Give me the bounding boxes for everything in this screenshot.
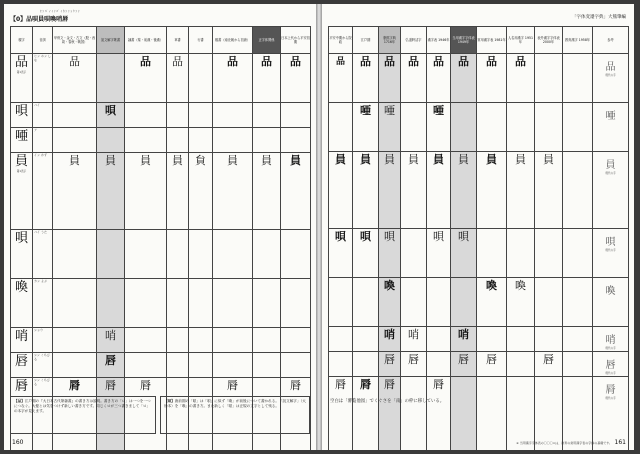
header-cell: 甲骨文・金文・古文（殷・西周・春秋・戦国） <box>53 27 97 54</box>
glyph-cell: 品 <box>486 55 497 68</box>
table-row <box>329 152 629 229</box>
glyph-cell: 品 <box>261 55 272 68</box>
glyph-cell: 喚 <box>515 279 526 292</box>
glyph-cell: 品 <box>515 55 526 68</box>
glyph-cell: 唄 <box>105 104 116 117</box>
header-cell: 人名用漢字 1951年 <box>507 27 535 54</box>
table-row <box>11 103 311 128</box>
header-cell: 音訓 <box>33 27 53 54</box>
glyph-cell: 品 <box>335 57 345 67</box>
glyph-cell: 員 <box>433 153 444 166</box>
headword: 唄 <box>14 231 28 246</box>
reading: ヒン ホン しな <box>34 54 51 62</box>
glyph-cell: 員 <box>458 153 469 166</box>
glyph-cell: 哨 <box>458 328 469 341</box>
glyph-cell: 員 <box>140 154 151 167</box>
glyph-cell: 品 <box>384 55 395 68</box>
reference-note: 現代の字 <box>605 397 616 400</box>
headword: 脣 <box>14 379 28 394</box>
reference-note: 現代の字 <box>605 249 616 252</box>
glyph-cell: 品 <box>290 55 301 68</box>
glyph-cell: 員 <box>360 153 371 166</box>
glyph-cell: 脣 <box>433 378 444 391</box>
glyph-cell: 唇 <box>384 353 395 366</box>
glyph-cell: 品 <box>458 55 469 68</box>
glyph-cell: 哨 <box>384 328 395 341</box>
glyph-cell: 唄 <box>458 230 469 243</box>
header-cell: 参考 <box>593 27 629 54</box>
table-row <box>11 353 311 378</box>
section-heading <box>10 9 81 23</box>
reading: カン よぶ <box>34 279 47 283</box>
left-note-1 <box>10 396 156 434</box>
header-cell: 常用漢字表 1981年 <box>477 27 507 54</box>
glyph-cell <box>97 54 124 56</box>
reference-note: 現代の字 <box>605 172 616 175</box>
running-head: 「字体変遷字典」大熊肇編 <box>572 15 626 20</box>
glyph-cell: 員 <box>515 153 526 166</box>
header-cell: 楷書（南北朝から初唐） <box>213 27 253 54</box>
glyph-cell: 唄 <box>384 230 395 243</box>
header-cell: 正字体関係 <box>253 27 281 54</box>
note-label: 【唄】 <box>164 399 175 403</box>
note-text: 唐前期の「唄」は「唄」に似ず「喚」が前後について書かれる。「説文解字」（大徐本）を「喚」の書き方。また新しく「唄」は正規の文字として残る。 <box>164 399 306 408</box>
glyph-cell: 唄 <box>360 230 371 243</box>
header-cell: 平安中期から院政 <box>329 27 353 54</box>
glyph-cell: 員 <box>335 153 346 166</box>
headword: 員 <box>14 154 28 169</box>
glyph-cell: 品 <box>172 55 183 68</box>
headword-code: 第1表示 <box>16 71 27 74</box>
glyph-cell: 唇 <box>105 354 116 367</box>
reference-char: 喚 <box>605 286 616 297</box>
table-row <box>329 377 629 451</box>
glyph-cell: 員 <box>261 154 272 167</box>
reference-char: 員 <box>605 160 616 171</box>
glyph-cell: 員 <box>290 154 301 167</box>
left-glyph-table <box>10 26 311 450</box>
reference-note: 現代の字 <box>605 74 616 77</box>
headword: 唄 <box>14 104 28 119</box>
glyph-cell: 脣 <box>227 379 238 392</box>
reading: ア <box>34 128 38 132</box>
table-row <box>11 230 311 279</box>
reference-char: 唇 <box>605 360 616 371</box>
headword: 唖 <box>14 129 28 144</box>
table-row <box>11 279 311 328</box>
table-row <box>11 128 311 153</box>
reading: バイ うた <box>34 230 47 234</box>
reading: イン かず <box>34 153 47 157</box>
glyph-cell: 唄 <box>335 230 346 243</box>
right-page <box>322 4 634 450</box>
note-label: 【品】 <box>14 399 25 403</box>
table-row <box>329 54 629 103</box>
headword: 喚 <box>14 280 28 295</box>
right-header-row <box>329 27 629 54</box>
reading: バイ <box>34 103 41 107</box>
table-row <box>329 352 629 377</box>
table-row <box>329 103 629 152</box>
glyph-cell: 唇 <box>543 353 554 366</box>
table-row <box>11 54 311 103</box>
header-cell: 親字 <box>11 27 33 54</box>
reference-char: 唄 <box>605 237 616 248</box>
glyph-cell: 脣 <box>384 378 395 391</box>
glyph-cell: 哨 <box>105 329 116 342</box>
glyph-cell: 哨 <box>408 328 419 341</box>
reference-char: 脣 <box>605 385 616 396</box>
table-row <box>329 229 629 278</box>
page-number: 161 <box>614 439 626 446</box>
glyph-cell: 脣 <box>290 379 301 392</box>
reference-char: 唖 <box>605 111 616 122</box>
header-cell: 教育漢字 1958年 <box>563 27 593 54</box>
glyph-cell: 唇 <box>458 353 469 366</box>
glyph-cell: 貟 <box>195 154 206 167</box>
left-header-row <box>11 27 311 54</box>
glyph-cell: 脣 <box>360 378 371 391</box>
header-cell: 表外漢字字体表 2000年 <box>535 27 563 54</box>
header-cell: 日本上代から平安初期 <box>281 27 311 54</box>
glyph-cell: 唖 <box>384 104 395 117</box>
headword: 哨 <box>14 329 28 344</box>
glyph-cell: 喚 <box>486 279 497 292</box>
header-cell: 康熙字典 1716年 <box>379 27 401 54</box>
left-page <box>4 4 316 450</box>
glyph-cell: 員 <box>172 154 183 167</box>
glyph-cell: 品 <box>408 55 419 68</box>
right-note: 空白は「審覧他図」でくぐさを「南」の枠に移している。 <box>330 399 445 404</box>
left-note-2 <box>160 396 310 434</box>
glyph-cell: 唖 <box>360 104 371 117</box>
header-cell: 弘道軒活字 <box>401 27 427 54</box>
reference-char: 品 <box>605 62 616 73</box>
note-text: 江戸期の『大日本古代篆隷書』の書き方は説明。書き方の「ロ」は一つを一つにつなぐ。大便とは気をつけず新しい書き方です。同じくロが三つ書きまして「ロ」の本字が見えます。 <box>14 399 151 413</box>
glyph-cell: 脣 <box>335 378 346 391</box>
glyph-cell: 員 <box>105 154 116 167</box>
right-glyph-table <box>328 26 629 450</box>
glyph-cell: 品 <box>69 55 80 68</box>
reading: シン くちびる <box>34 353 50 361</box>
section-ruby: ﾋﾝﾊﾞｲｲﾝﾊﾞｲｶﾝｼｮｳｼﾝ <box>40 9 81 13</box>
headword: 品 <box>14 55 28 70</box>
reference-char: 哨 <box>605 335 616 346</box>
glyph-cell: 脣 <box>69 379 80 392</box>
page-number: 160 <box>12 439 24 446</box>
footnote: ※ 当用漢字字体表の〇〇〇×は、教育の常用漢字表の字体の基礎です。 <box>516 441 612 445</box>
headword-code: 第1表示 <box>16 170 27 173</box>
header-cell: 江戸期 <box>353 27 379 54</box>
glyph-cell <box>189 54 212 56</box>
glyph-cell: 脣 <box>105 379 116 392</box>
table-row <box>329 278 629 327</box>
table-row <box>329 327 629 352</box>
glyph-cell: 唇 <box>486 353 497 366</box>
header-cell: 漢字表 1946年 <box>427 27 451 54</box>
reading: ショウ <box>34 328 43 332</box>
glyph-cell: 唖 <box>433 104 444 117</box>
header-cell: 行書 <box>189 27 213 54</box>
glyph-cell: 脣 <box>140 379 151 392</box>
glyph-cell: 員 <box>227 154 238 167</box>
section-title: 【0】品唄員唄喚哨唇 <box>10 16 69 23</box>
glyph-cell: 唇 <box>408 353 419 366</box>
reading: シン くちびる <box>34 378 50 386</box>
reference-note: 現代の字 <box>605 347 616 350</box>
glyph-cell: 品 <box>433 55 444 68</box>
glyph-cell: 員 <box>486 153 497 166</box>
header-cell: 当用漢字字体表 1949年 <box>451 27 477 54</box>
glyph-cell: 員 <box>69 154 80 167</box>
header-cell: 草書 <box>167 27 189 54</box>
glyph-cell: 唄 <box>433 230 444 243</box>
glyph-cell: 員 <box>384 153 395 166</box>
header-cell: 隷書（秦・前漢・後漢） <box>125 27 167 54</box>
glyph-cell: 員 <box>543 153 554 166</box>
table-row <box>11 328 311 353</box>
reference-note: 現代の字 <box>605 372 616 375</box>
glyph-cell: 品 <box>140 55 151 68</box>
headword: 唇 <box>14 354 28 369</box>
glyph-cell: 品 <box>360 55 371 68</box>
glyph-cell: 品 <box>227 55 238 68</box>
header-cell: 説文解字篆書 <box>97 27 125 54</box>
table-row <box>11 153 311 230</box>
glyph-cell: 員 <box>408 153 419 166</box>
glyph-cell: 喚 <box>384 279 395 292</box>
